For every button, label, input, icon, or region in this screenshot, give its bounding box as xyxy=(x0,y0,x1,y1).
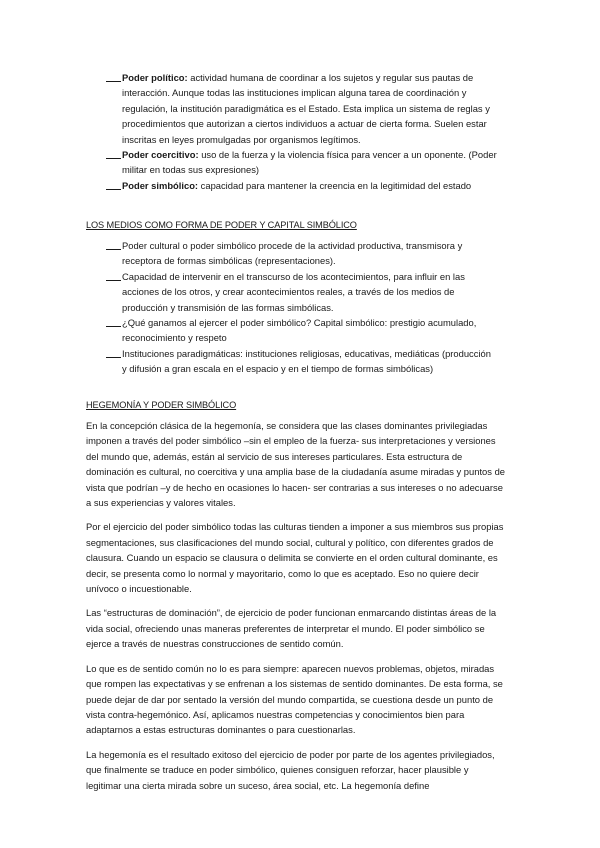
power-types-list xyxy=(103,70,498,193)
list-item xyxy=(103,269,498,315)
list-item xyxy=(103,147,498,178)
item-term: Poder coercitivo: xyxy=(122,149,199,161)
item-text: ¿Qué ganamos al ejercer el poder simbólico? Capital simbólico: prestigio acumulado, reconocimiento y respeto xyxy=(122,317,477,344)
list-item xyxy=(103,70,498,147)
item-term: Poder político: xyxy=(122,72,188,83)
section-heading-medios: LOS MEDIOS COMO FORMA DE PODER Y CAPITAL SIMBÓLICO xyxy=(86,220,357,230)
list-item xyxy=(103,315,498,346)
body-paragraphs xyxy=(86,418,506,802)
paragraph: Lo que es de sentido común no lo es para siempre: aparecen nuevos problemas, objetos, miradas que rompen las expectativas y se enfrenan a los sistemas de sentido dominantes. De esta forma, se puede dejar de dar por sentado la versión del mundo compartida, se cuestiona desde un punto de vista contra-hegemónico. Así, aplicamos nuestras competencias y conocimientos bien para adaptarnos a estas estructuras dominantes o para cuestionarlas. xyxy=(86,662,503,736)
list-item xyxy=(103,238,498,269)
paragraph: La hegemonía es el resultado exitoso del ejercicio de poder por parte de los agentes privilegiados, que finalmente se traduce en poder simbólico, quienes consiguen reforzar, hacer plausible y legitimar una cierta mirada sobre un suceso, área social, etc. La hegemonía define xyxy=(86,748,495,791)
paragraph: Las “estructuras de dominación”, de ejercicio de poder funcionan enmarcando distintas áreas de la vida social, ofreciendo unas maneras preferentes de interpretar el mundo. El poder simbólico se ejerce a través de nuestras construcciones de sentido común. xyxy=(86,607,497,650)
item-text: uso de la fuerza y la violencia física para vencer a un oponente. (Poder militar en todas sus expresiones) xyxy=(122,149,497,176)
item-text: Instituciones paradigmáticas: instituciones religiosas, educativas, mediáticas (producción y difusión a gran escala en el espacio y en el tiempo de formas simbólicas) xyxy=(122,347,491,375)
item-text: Poder cultural o poder simbólico procede de la actividad productiva, transmisora y receptora de formas simbólicas (representaciones). xyxy=(122,240,463,267)
list-item xyxy=(103,346,498,377)
paragraph: En la concepción clásica de la hegemonía, se considera que las clases dominantes privilegiadas imponen a través del poder simbólico –sin el empleo de la fuerza- sus interpretaciones y versiones del mundo que, además, están al servicio de sus intereses particulares. Esta estructura de dominación es cultural, no coercitiva y una amplia base de la ciudadanía asume miradas y puntos de vista que podrían –y de hecho en ocasiones lo hacen- ser contrarias a sus intereses o no adecuarse a sus experiencias y valores vitales. xyxy=(86,420,505,509)
item-term: Poder simbólico: xyxy=(122,179,199,191)
section-heading-hegemonia: HEGEMONÍA Y PODER SIMBÓLICO xyxy=(86,400,237,410)
media-power-list xyxy=(103,238,498,377)
item-text: capacidad para mantener la creencia en la legitimidad del estado xyxy=(198,179,472,191)
item-text: actividad humana de coordinar a los sujetos y regular sus pautas de interacción. Aunque todas las instituciones implican alguna tarea de coordinación y regulación, la institución paradigmática es el Estado. Esta implica un sistema de reglas y procedimientos que autorizan a ciertos individuos a actuar de cierta forma. Suelen estar inscritas en leyes promulgadas por organismos legítimos. xyxy=(122,72,490,145)
item-text: Capacidad de intervenir en el transcurso de los acontecimientos, para influir en las acciones de los otros, y crear acontecimientos reales, a través de los medios de producción y transmisión de las formas simbólicas. xyxy=(122,270,465,313)
list-item xyxy=(103,178,498,193)
paragraph: Por el ejercicio del poder simbólico todas las culturas tienden a imponer a sus miembros sus propias segmentaciones, sus clasificaciones del mundo social, cultural y político, con diferentes grados de clausura. Cuando un espacio se clausura o delimita se convierte en el orden cultural dominante, es decir, se presenta como lo normal y mayoritario, como lo que es aceptado. Eso no quiere decir unívoco o incuestionable. xyxy=(86,521,504,595)
